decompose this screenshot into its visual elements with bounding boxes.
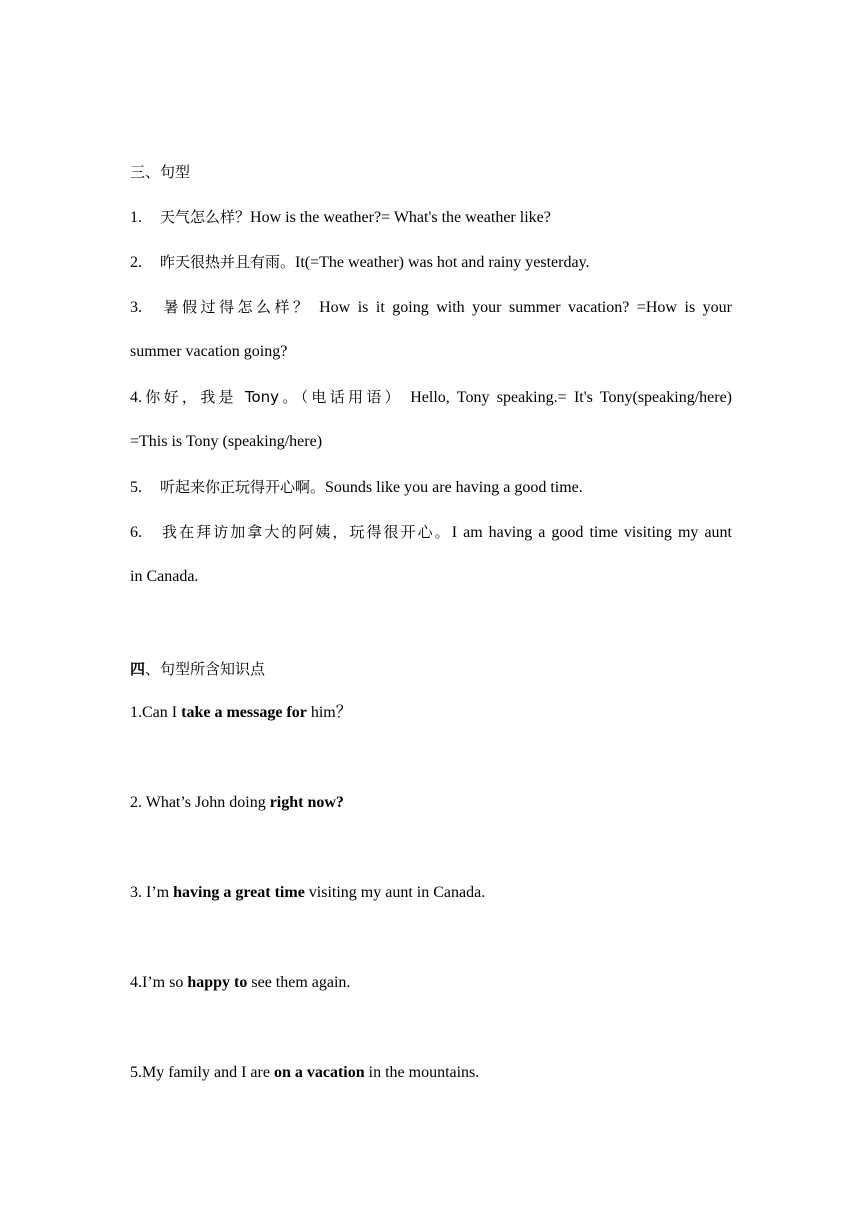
knowledge-item-3 bbox=[130, 883, 732, 903]
item-key-phrase: on a vacation bbox=[273, 1064, 365, 1081]
item-english: How is the weather?= What's the weather like? bbox=[250, 209, 551, 226]
item-number: 4. bbox=[130, 389, 142, 406]
item-english: How is it going with your summer vacation? =How is your bbox=[319, 299, 733, 316]
knowledge-item-4 bbox=[130, 973, 732, 993]
sentence-item-6 bbox=[130, 522, 732, 543]
item-text-after: visiting my aunt in Canada. bbox=[304, 884, 486, 901]
section-3-heading: 三、句型 bbox=[130, 163, 191, 181]
item-english: It(=The weather) was hot and rainy yesterday. bbox=[295, 254, 590, 271]
knowledge-item-2 bbox=[130, 793, 732, 813]
section-4-heading bbox=[130, 659, 732, 679]
item-text-after: him？ bbox=[306, 704, 352, 721]
item-key-phrase: having a great time bbox=[173, 884, 305, 901]
item-text-before: 5.My family and I are bbox=[130, 1064, 274, 1081]
item-key-phrase: take a message for bbox=[181, 704, 307, 721]
sentence-item-6-continuation: in Canada. bbox=[130, 568, 199, 585]
sentence-item-2 bbox=[130, 252, 732, 273]
item-text-after: see them again. bbox=[247, 974, 351, 991]
sentence-item-1 bbox=[130, 207, 732, 228]
item-english: Sounds like you are having a good time. bbox=[325, 479, 583, 496]
item-text-after: in the mountains. bbox=[364, 1064, 480, 1081]
item-text-before: 3. I’m bbox=[130, 884, 174, 901]
item-chinese: 你好，我是 bbox=[142, 388, 237, 406]
item-chinese: 昨天很热并且有雨。 bbox=[160, 253, 296, 271]
item-key-phrase: happy to bbox=[187, 974, 248, 991]
item-chinese: 暑假过得怎么样？ bbox=[160, 298, 312, 316]
item-number: 1. bbox=[130, 209, 142, 226]
item-number: 5. bbox=[130, 479, 142, 496]
sentence-item-3 bbox=[130, 297, 732, 318]
item-number: 2. bbox=[130, 254, 142, 271]
section-4-heading-text: 、句型所含知识点 bbox=[145, 660, 266, 678]
item-text-before: 2. What’s John doing bbox=[130, 794, 270, 811]
knowledge-item-1 bbox=[130, 703, 732, 723]
item-english: Hello, Tony speaking.= It's Tony(speaking/here) bbox=[410, 389, 732, 406]
item-chinese-name: Tony。（电话用语） bbox=[236, 388, 403, 406]
sentence-item-4 bbox=[130, 387, 732, 408]
sentence-item-4-continuation: =This is Tony (speaking/here) bbox=[130, 433, 323, 450]
sentence-item-5 bbox=[130, 477, 732, 498]
section-4-heading-number: 四 bbox=[130, 660, 146, 678]
item-chinese: 天气怎么样？ bbox=[160, 208, 251, 226]
item-number: 3. bbox=[130, 299, 142, 316]
item-chinese: 听起来你正玩得开心啊。 bbox=[160, 478, 326, 496]
item-number: 6. bbox=[130, 524, 142, 541]
item-chinese: 我在拜访加拿大的阿姨，玩得很开心。 bbox=[160, 523, 452, 541]
sentence-item-3-continuation: summer vacation going? bbox=[130, 343, 288, 360]
item-text-before: 1.Can I bbox=[130, 704, 182, 721]
item-text-before: 4.I’m so bbox=[130, 974, 188, 991]
item-english: I am having a good time visiting my aunt bbox=[451, 524, 732, 541]
item-key-phrase: right now? bbox=[269, 794, 344, 811]
knowledge-item-5 bbox=[130, 1063, 732, 1083]
